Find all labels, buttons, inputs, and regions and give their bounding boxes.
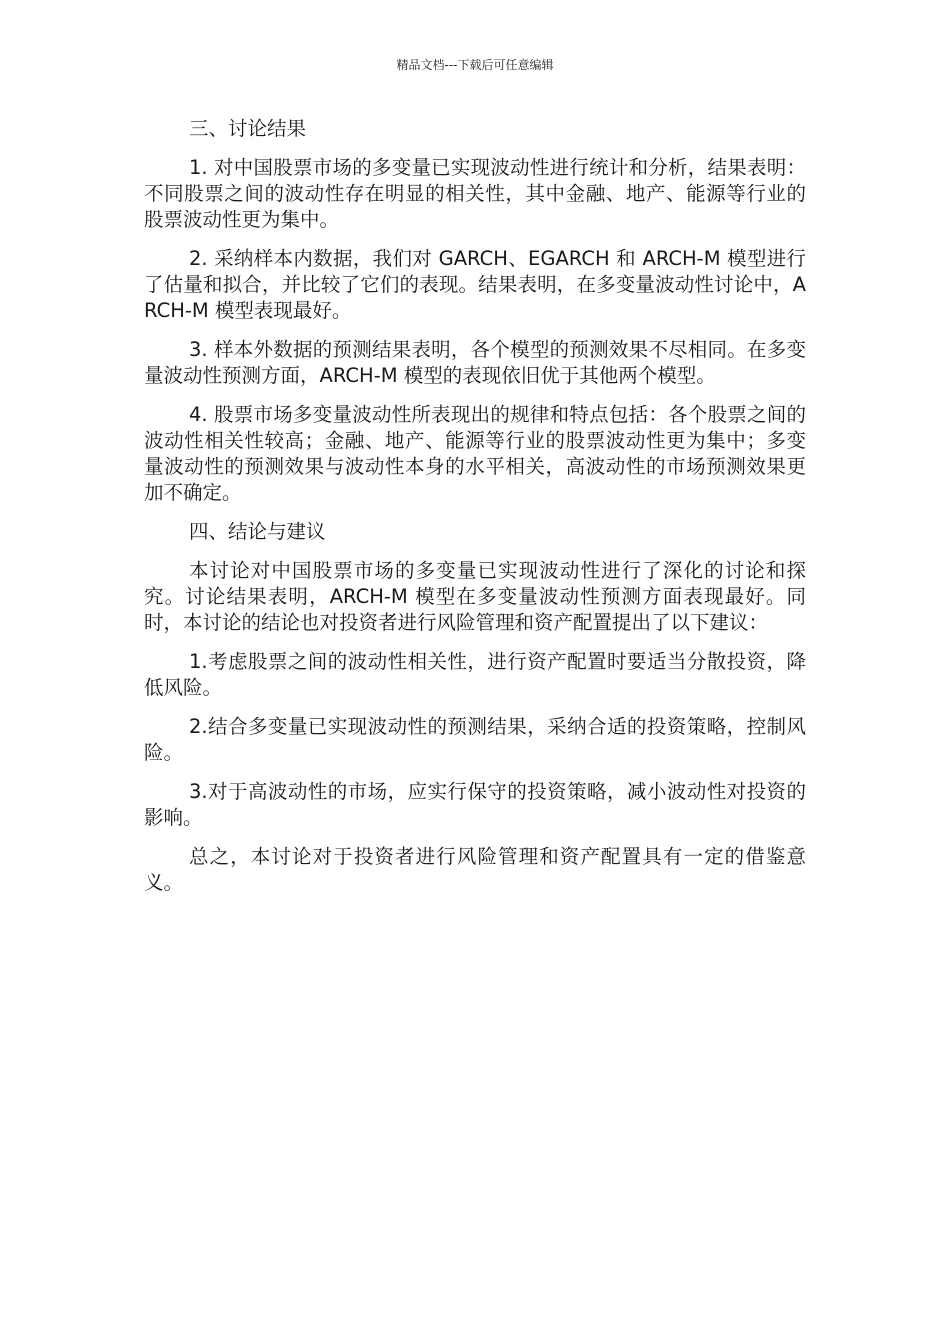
- suggestion-paragraph-3: 3.对于高波动性的市场，应实行保守的投资策略，减小波动性对投资的影响。: [144, 780, 806, 829]
- summary-paragraph: 总之，本讨论对于投资者进行风险管理和资产配置具有一定的借鉴意义。: [144, 845, 806, 894]
- result-paragraph-3: 3. 样本外数据的预测结果表明，各个模型的预测效果不尽相同。在多变量波动性预测方面，ARCH-M 模型的表现依旧优于其他两个模型。: [144, 338, 806, 387]
- section-heading-conclusion: 四、结论与建议: [189, 520, 326, 543]
- result-paragraph-4: 4. 股票市场多变量波动性所表现出的规律和特点包括：各个股票之间的波动性相关性较高；金融、地产、能源等行业的股票波动性更为集中；多变量波动性的预测效果与波动性本身的水平相关，高波动性的市场预测效果更加不确定。: [144, 403, 806, 504]
- result-paragraph-1: 1. 对中国股票市场的多变量已实现波动性进行统计和分析，结果表明：不同股票之间的波动性存在明显的相关性，其中金融、地产、能源等行业的股票波动性更为集中。: [144, 156, 806, 231]
- conclusion-intro-paragraph: 本讨论对中国股票市场的多变量已实现波动性进行了深化的讨论和探究。讨论结果表明，ARCH-M 模型在多变量波动性预测方面表现最好。同时，本讨论的结论也对投资者进行风险管理和资产配置提出了以下建议：: [144, 559, 806, 634]
- result-paragraph-2: 2. 采纳样本内数据，我们对 GARCH、EGARCH 和 ARCH-M 模型进行了估量和拟合，并比较了它们的表现。结果表明，在多变量波动性讨论中，ARCH-M 模型表现最好。: [144, 247, 806, 322]
- suggestion-paragraph-2: 2.结合多变量已实现波动性的预测结果，采纳合适的投资策略，控制风险。: [144, 715, 806, 764]
- document-body: [144, 116, 806, 909]
- suggestion-paragraph-1: 1.考虑股票之间的波动性相关性，进行资产配置时要适当分散投资，降低风险。: [144, 650, 806, 699]
- section-heading-results: 三、讨论结果: [189, 117, 307, 140]
- page-header: 精品文档---下载后可任意编辑: [396, 58, 554, 72]
